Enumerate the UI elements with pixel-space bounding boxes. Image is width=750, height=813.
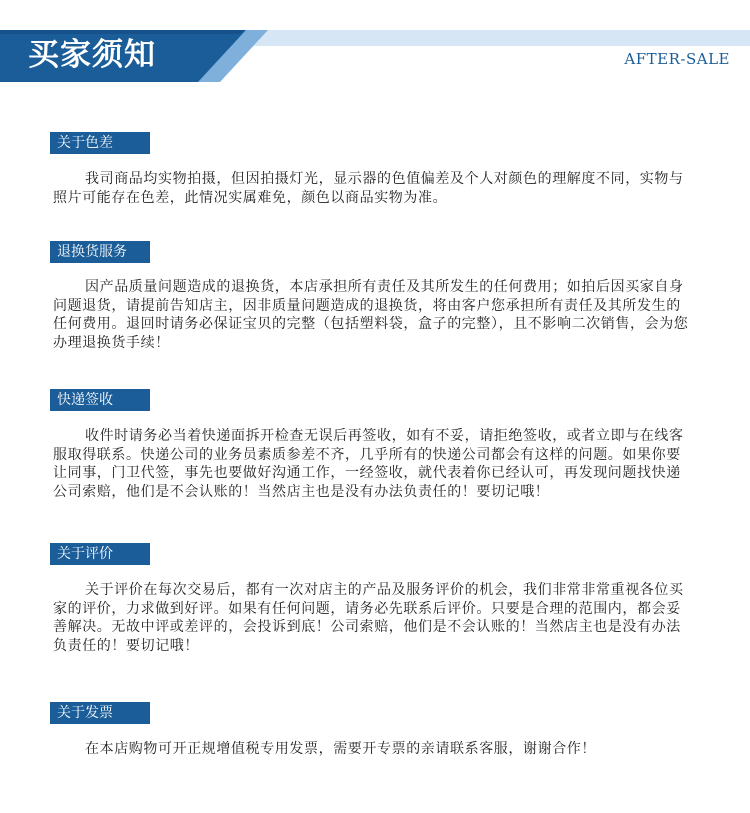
section-label-color-difference: 关于色差 bbox=[50, 132, 150, 154]
section-label-reviews: 关于评价 bbox=[50, 543, 150, 565]
section-text-returns: 因产品质量问题造成的退换货，本店承担所有责任及其所发生的任何费用；如拍后因买家自身问题退货，请提前告知店主，因非质量问题造成的退换货，将由客户您承担所有责任及其所发生的任何费用。退回时请务必保证宝贝的完整（包括塑料袋，盒子的完整），且不影响二次销售，会为您办理退换货手续！ bbox=[53, 279, 689, 352]
section-label-invoice: 关于发票 bbox=[50, 702, 150, 724]
header-banner bbox=[0, 0, 750, 90]
section-label-delivery: 快递签收 bbox=[50, 389, 150, 411]
section-text-invoice: 在本店购物可开正规增值税专用发票，需要开专票的亲请联系客服，谢谢合作！ bbox=[85, 741, 596, 757]
section-text-reviews: 关于评价在每次交易后，都有一次对店主的产品及服务评价的机会，我们非常非常重视各位买家的评价，力求做到好评。如果有任何问题，请务必先联系后评价。只要是合理的范围内，都会妥善解决。无故中评或差评的，会投诉到底！公司索赔，他们是不会认账的！当然店主也是没有办法负责任的！要切记哦！ bbox=[53, 582, 684, 655]
section-text-delivery: 收件时请务必当着快递面拆开检查无误后再签收，如有不妥，请拒绝签收，或者立即与在线客服取得联系。快递公司的业务员素质参差不齐，几乎所有的快递公司都会有这样的问题。如果你要让同事，门卫代签，事先也要做好沟通工作，一经签收，就代表着你已经认可，再发现问题找快递公司索赔，他们是不会认账的！当然店主也是没有办法负责任的！要切记哦！ bbox=[53, 428, 684, 501]
section-text-color-difference: 我司商品均实物拍摄，但因拍摄灯光，显示器的色值偏差及个人对颜色的理解度不同，实物与照片可能存在色差，此情况实属难免，颜色以商品实物为准。 bbox=[53, 171, 684, 206]
page-subtitle: AFTER-SALE bbox=[624, 50, 730, 68]
section-label-returns: 退换货服务 bbox=[50, 241, 150, 263]
page-title: 买家须知 bbox=[28, 37, 156, 73]
